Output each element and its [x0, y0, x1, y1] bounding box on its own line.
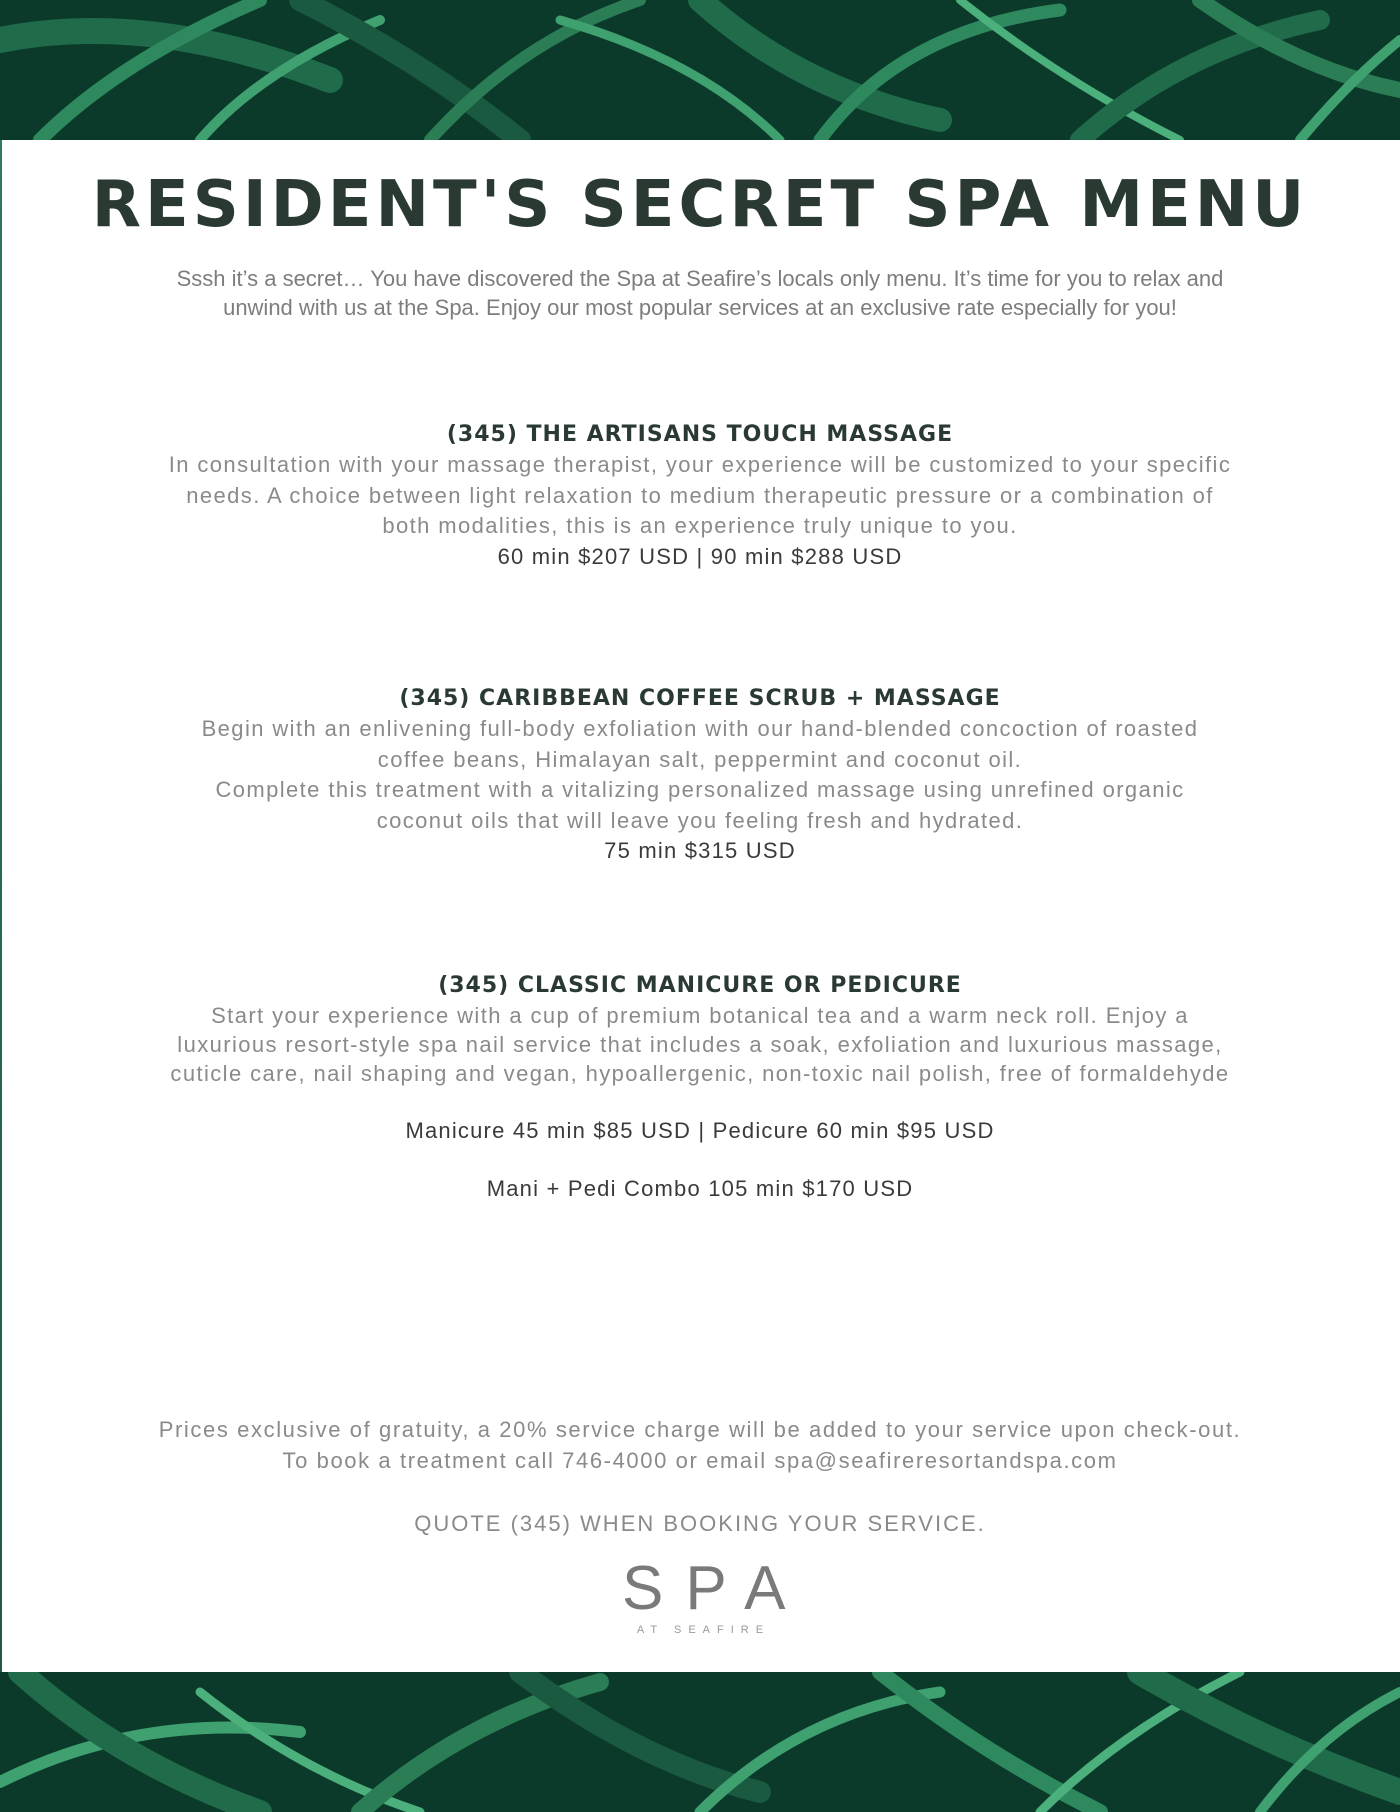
service-caribbean-coffee-scrub	[60, 684, 1340, 866]
service-description-line: luxurious resort-style spa nail service that includes a soak, exfoliation and luxurious massage,	[177, 1032, 1223, 1057]
booking-contact-line: To book a treatment call 746-4000 or email spa@seafireresortandspa.com	[282, 1448, 1118, 1473]
service-classic-manicure-pedicure	[60, 971, 1340, 1204]
intro-line-1: Sssh it’s a secret… You have discovered the Spa at Seafire’s locals only menu. It’s time for you to relax and	[176, 266, 1224, 291]
logo-subtitle: AT SEAFIRE	[636, 1624, 771, 1636]
service-title: (345) CARIBBEAN COFFEE SCRUB + MASSAGE	[399, 686, 1001, 711]
service-description-line: Begin with an enlivening full-body exfoliation with our hand-blended concoction of roasted	[201, 716, 1199, 741]
service-description-line: needs. A choice between light relaxation to medium therapeutic pressure or a combination of	[186, 482, 1214, 508]
service-title: (345) THE ARTISANS TOUCH MASSAGE	[446, 422, 954, 447]
pricing-note-line-1: Prices exclusive of gratuity, a 20% service charge will be added to your service upon check-out.	[158, 1417, 1242, 1442]
service-price: Manicure 45 min $85 USD | Pedicure 60 min $95 USD	[405, 1118, 995, 1143]
pricing-note	[60, 1414, 1340, 1476]
spa-at-seafire-logo	[600, 1554, 808, 1636]
service-description-line: cuticle care, nail shaping and vegan, hypoallergenic, non-toxic nail polish, free of formaldehyde	[170, 1061, 1230, 1086]
intro-text	[90, 264, 1310, 322]
service-description-line: both modalities, this is an experience truly unique to you.	[382, 513, 1018, 538]
service-artisans-touch-massage	[60, 420, 1340, 572]
service-description-line: In consultation with your massage therapist, your experience will be customized to your specific	[168, 452, 1232, 477]
service-price: Mani + Pedi Combo 105 min $170 USD	[486, 1176, 914, 1201]
service-description-line: Complete this treatment with a vitalizing personalized massage using unrefined organic	[215, 777, 1185, 802]
service-title: (345) CLASSIC MANICURE OR PEDICURE	[438, 973, 962, 998]
booking-quote-instruction: QUOTE (345) WHEN BOOKING YOUR SERVICE.	[414, 1511, 986, 1536]
logo-wordmark: SPA	[622, 1554, 808, 1623]
menu-page	[0, 140, 1400, 1672]
service-description-line: Start your experience with a cup of premium botanical tea and a warm neck roll. Enjoy a	[211, 1003, 1189, 1028]
palm-leaf-icon	[0, 0, 1400, 140]
service-price: 60 min $207 USD | 90 min $288 USD	[497, 543, 903, 569]
palm-leaves-top-banner	[0, 0, 1400, 140]
intro-line-2: unwind with us at the Spa. Enjoy our most popular services at an exclusive rate especially for you!	[223, 295, 1177, 320]
palm-leaf-icon	[0, 1672, 1400, 1812]
palm-leaves-bottom-banner	[0, 1672, 1400, 1812]
service-description-line: coffee beans, Himalayan salt, peppermint and coconut oil.	[377, 746, 1023, 772]
service-price: 75 min $315 USD	[604, 838, 796, 863]
service-description-line: coconut oils that will leave you feeling fresh and hydrated.	[376, 807, 1024, 833]
page-title: RESIDENT'S SECRET SPA MENU	[91, 168, 1309, 242]
